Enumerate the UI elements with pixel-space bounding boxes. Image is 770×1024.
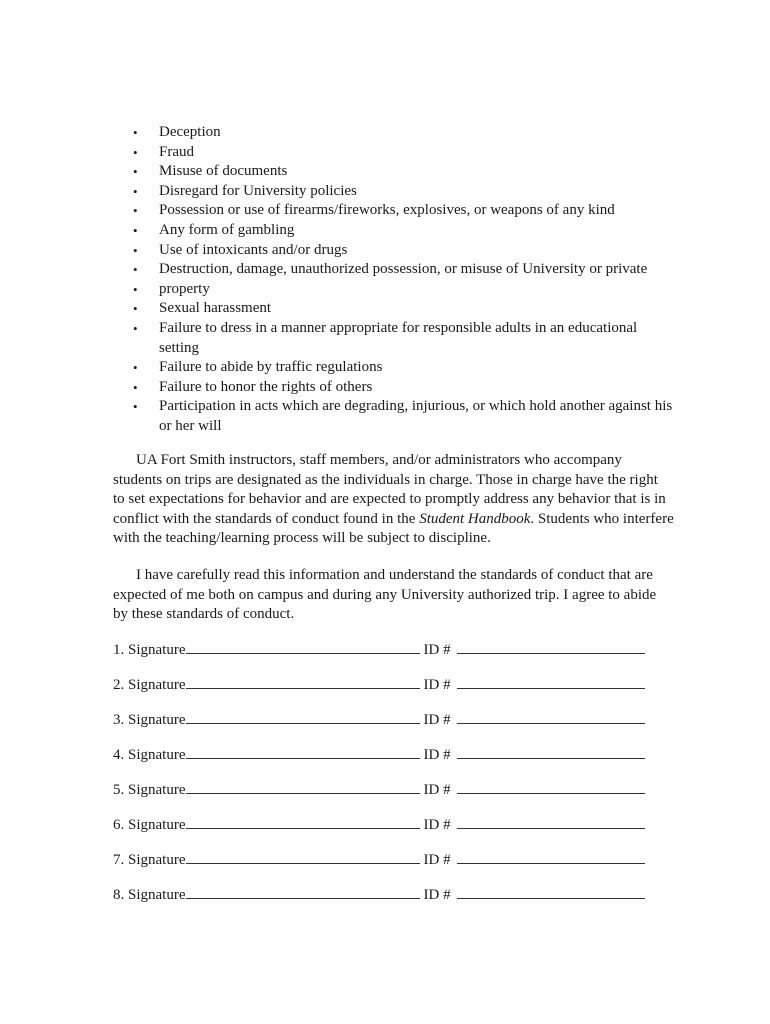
list-item-text: Possession or use of firearms/fireworks, explosives, or weapons of any kind xyxy=(159,202,615,219)
bullet-icon: • xyxy=(133,164,138,180)
list-item xyxy=(113,182,673,202)
bullet-icon: • xyxy=(133,320,138,336)
signature-row xyxy=(113,884,653,904)
signature-row xyxy=(113,849,653,869)
paragraph-agreement xyxy=(113,566,673,625)
signature-row xyxy=(113,779,653,799)
list-item xyxy=(113,319,673,358)
text-line xyxy=(113,510,673,530)
bullet-icon: • xyxy=(133,281,138,297)
signature-row xyxy=(113,709,653,729)
id-field[interactable] xyxy=(457,709,645,724)
list-item xyxy=(113,280,673,300)
bullet-icon: • xyxy=(133,125,138,140)
id-field[interactable] xyxy=(457,639,645,654)
bullet-icon: • xyxy=(133,399,138,415)
text-span: conflict with the standards of conduct found in the xyxy=(113,510,420,527)
list-item xyxy=(113,241,673,261)
bullet-icon: • xyxy=(133,203,138,219)
signature-field[interactable] xyxy=(186,884,420,899)
id-label: ID # xyxy=(423,852,451,868)
text-span: . Students who interfere xyxy=(530,510,674,527)
id-label: ID # xyxy=(423,887,451,903)
signature-field[interactable] xyxy=(186,709,420,724)
signature-field[interactable] xyxy=(186,814,420,829)
list-item-text: Destruction, damage, unauthorized possession, or misuse of University or private xyxy=(159,261,648,278)
list-item-text: Use of intoxicants and/or drugs xyxy=(159,241,348,258)
signature-field[interactable] xyxy=(186,639,420,654)
text-line: by these standards of conduct. xyxy=(113,606,295,623)
id-field[interactable] xyxy=(457,884,645,899)
bullet-icon: • xyxy=(133,144,138,160)
bullet-icon: • xyxy=(133,242,138,258)
list-item xyxy=(113,221,673,241)
text-line: UA Fort Smith instructors, staff members, and/or administrators who accompany xyxy=(136,452,622,468)
bullet-icon: • xyxy=(133,262,138,278)
bullet-icon: • xyxy=(133,183,138,199)
text-line: expected of me both on campus and during any University authorized trip. I agree to abide xyxy=(113,586,657,603)
list-item xyxy=(113,143,673,163)
id-label: ID # xyxy=(423,817,451,833)
bullet-icon: • xyxy=(133,379,138,395)
bullet-icon: • xyxy=(133,360,138,376)
list-item xyxy=(113,123,673,143)
bullet-icon: • xyxy=(133,301,138,317)
signature-row xyxy=(113,674,653,694)
text-line: to set expectations for behavior and are expected to promptly address any behavior that is in xyxy=(113,491,666,508)
list-item-text: Sexual harassment xyxy=(159,300,272,317)
id-field[interactable] xyxy=(457,744,645,759)
signature-row xyxy=(113,744,653,764)
id-field[interactable] xyxy=(457,674,645,689)
list-item-text: Participation in acts which are degrading, injurious, or which hold another against his or her will xyxy=(159,398,673,434)
id-label: ID # xyxy=(423,782,451,798)
list-item xyxy=(113,260,673,280)
list-item xyxy=(113,358,673,378)
list-item-text: Failure to abide by traffic regulations xyxy=(159,359,383,376)
list-item xyxy=(113,299,673,319)
id-field[interactable] xyxy=(457,849,645,864)
list-item-text: Failure to dress in a manner appropriate for responsible adults in an educational setting xyxy=(159,319,638,356)
signature-label: 8. Signature xyxy=(113,887,186,903)
list-item xyxy=(113,201,673,221)
signature-label: 5. Signature xyxy=(113,782,186,798)
text-line: students on trips are designated as the individuals in charge. Those in charge have the right xyxy=(113,471,658,488)
signature-label: 3. Signature xyxy=(113,712,186,728)
id-field[interactable] xyxy=(457,779,645,794)
signature-field[interactable] xyxy=(186,674,420,689)
signature-label: 1. Signature xyxy=(113,642,186,658)
list-item-text: Fraud xyxy=(159,143,194,160)
signature-field[interactable] xyxy=(186,849,420,864)
list-item xyxy=(113,162,673,182)
signature-label: 7. Signature xyxy=(113,852,186,868)
list-item-text: property xyxy=(159,280,210,297)
paragraph-trip-supervisors xyxy=(113,451,673,549)
bullet-icon: • xyxy=(133,222,138,238)
list-item xyxy=(113,397,673,436)
conduct-list xyxy=(113,123,673,437)
list-item-text: Deception xyxy=(159,124,221,140)
id-label: ID # xyxy=(423,677,451,693)
signature-field[interactable] xyxy=(186,779,420,794)
list-item-text: Misuse of documents xyxy=(159,163,288,180)
list-item-text: Disregard for University policies xyxy=(159,182,357,199)
id-label: ID # xyxy=(423,712,451,728)
signature-label: 4. Signature xyxy=(113,747,186,763)
signature-label: 2. Signature xyxy=(113,677,186,693)
signature-label: 6. Signature xyxy=(113,817,186,833)
text-line: I have carefully read this information and understand the standards of conduct that are xyxy=(136,567,653,583)
id-field[interactable] xyxy=(457,814,645,829)
signature-field[interactable] xyxy=(186,744,420,759)
handbook-title: Student Handbook xyxy=(419,510,531,527)
id-label: ID # xyxy=(423,747,451,763)
signature-row xyxy=(113,814,653,834)
signature-row xyxy=(113,639,653,659)
list-item-text: Failure to honor the rights of others xyxy=(159,378,373,395)
text-line: with the teaching/learning process will be subject to discipline. xyxy=(113,530,491,547)
list-item xyxy=(113,378,673,398)
id-label: ID # xyxy=(423,642,451,658)
list-item-text: Any form of gambling xyxy=(159,221,295,238)
